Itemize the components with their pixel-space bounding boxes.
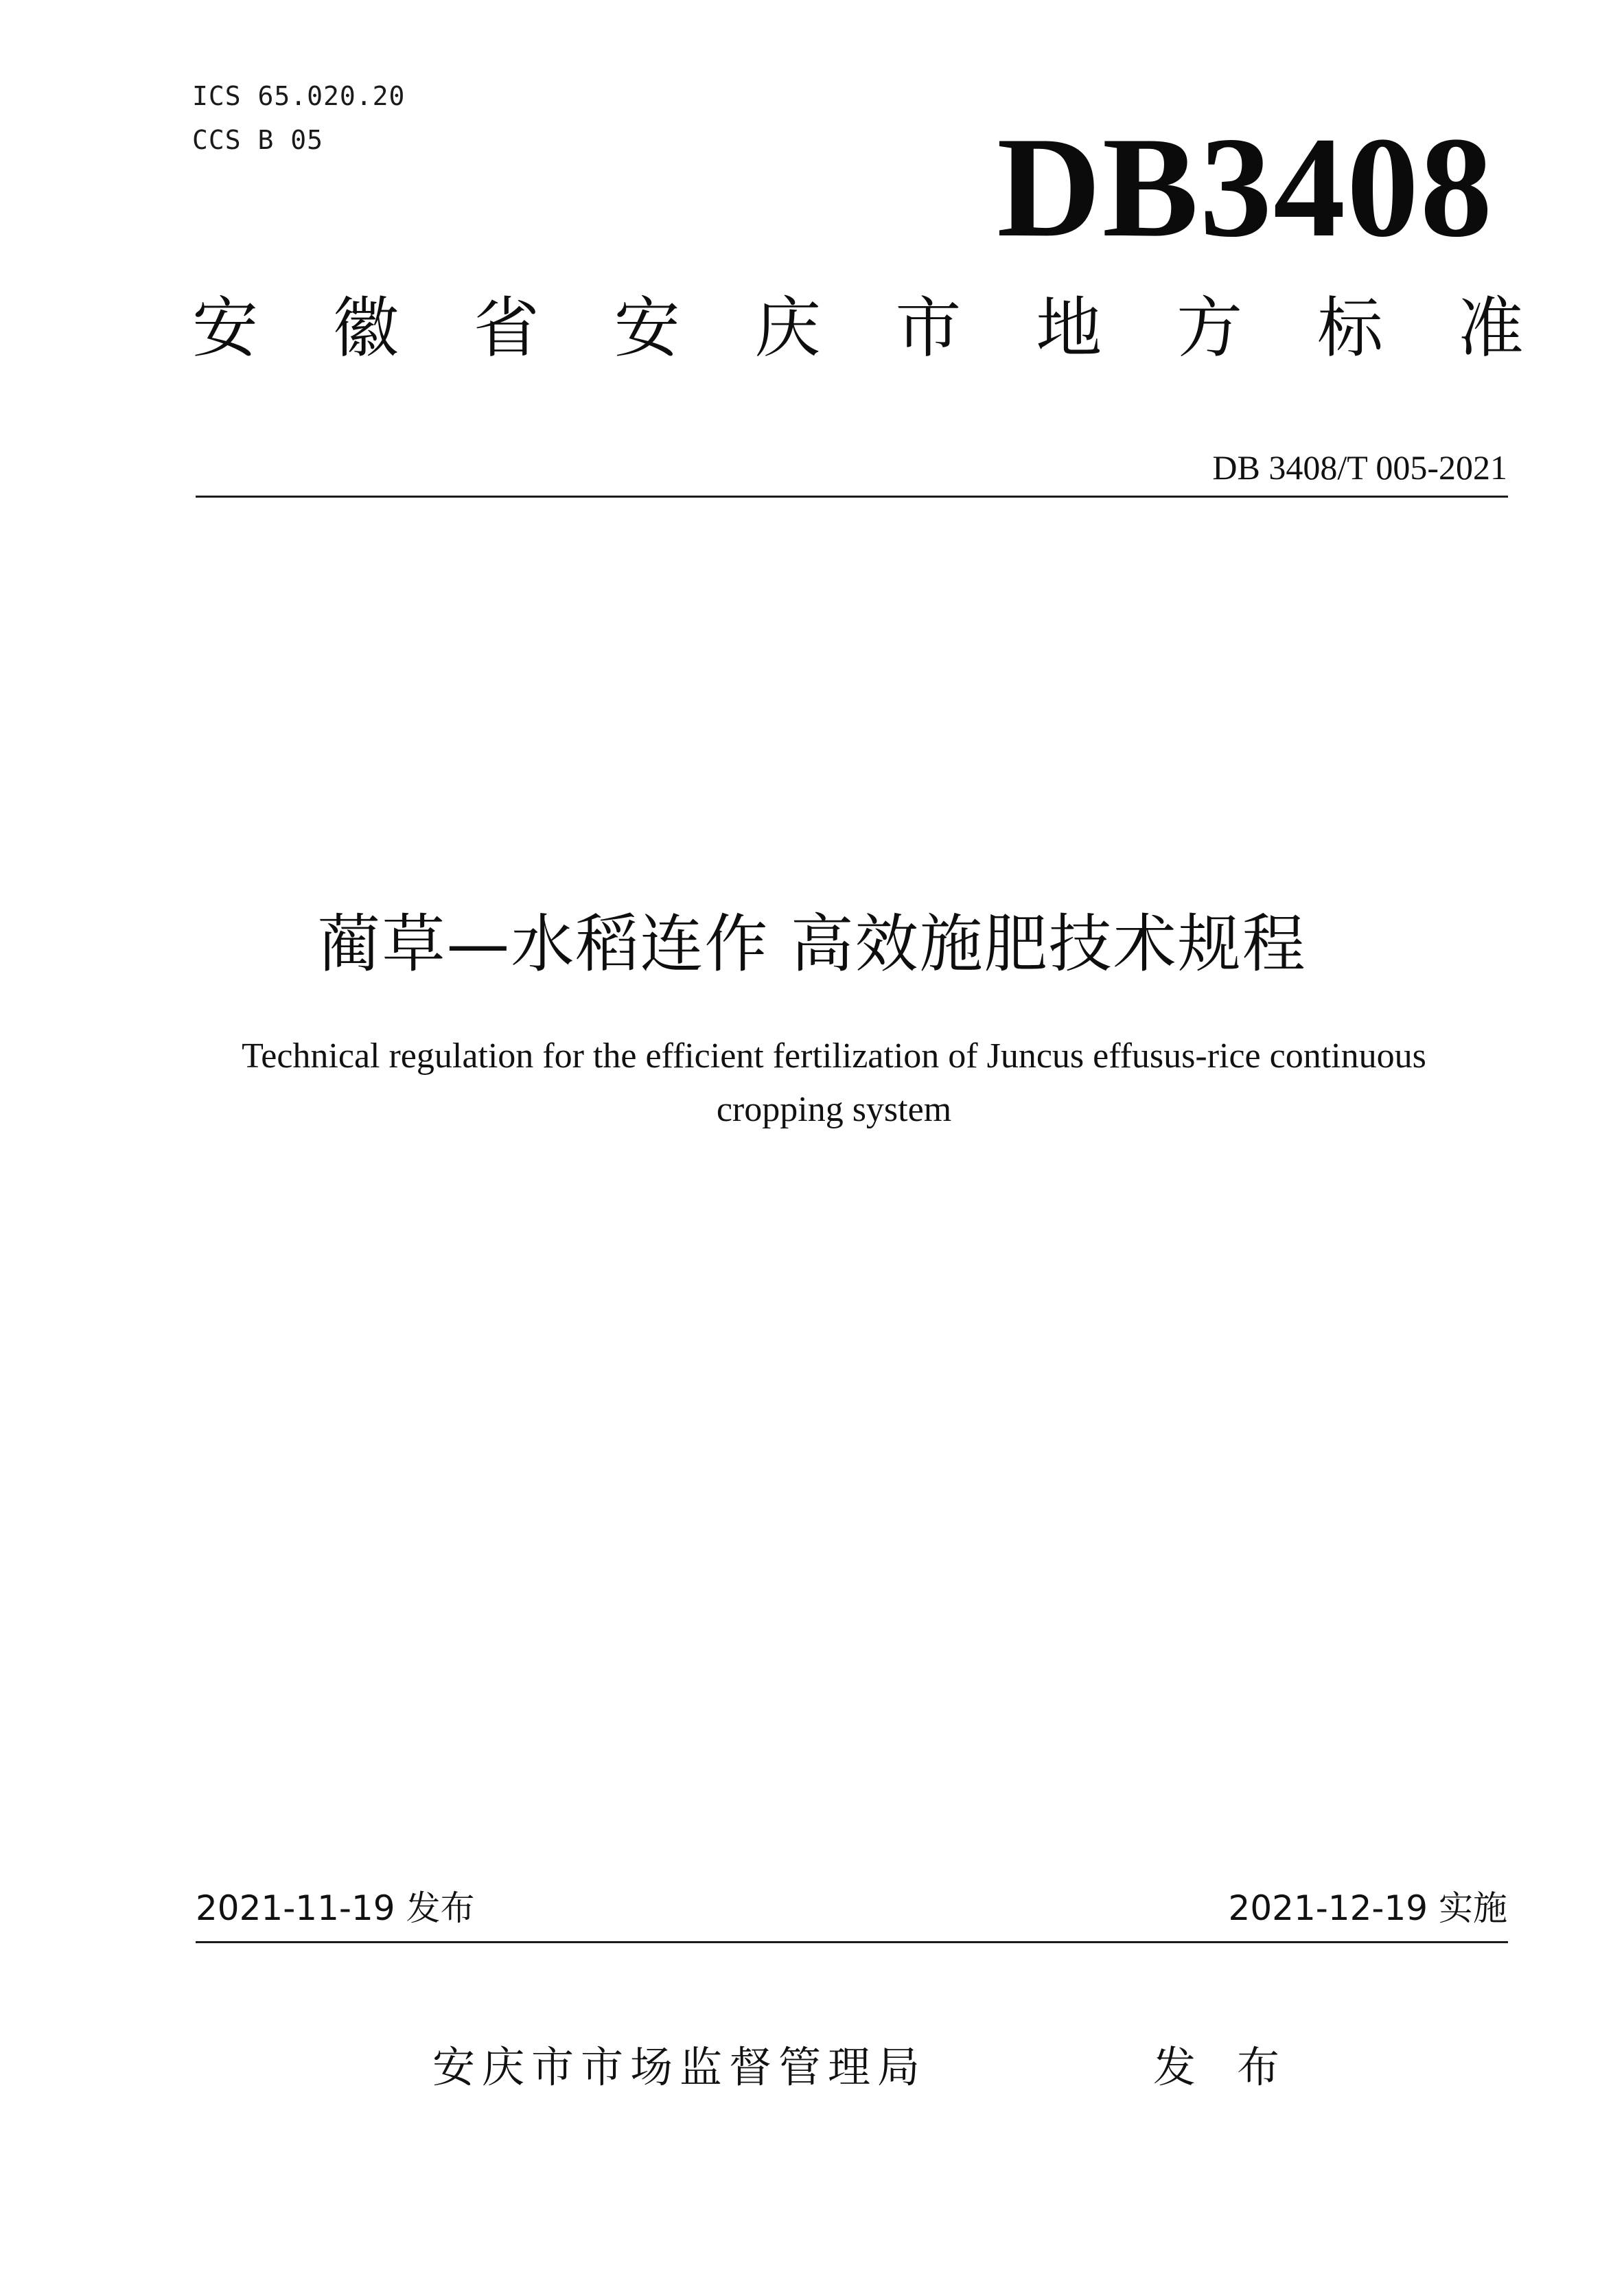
footer-divider — [196, 1941, 1508, 1943]
issuing-authority: 安庆市市场监督管理局 — [432, 2042, 927, 2092]
ics-code: ICS 65.020.20 — [192, 81, 406, 111]
issued-label: 发布 — [1153, 2042, 1321, 2092]
standard-type-char: 安 — [192, 290, 258, 367]
standard-type-heading — [192, 290, 1524, 367]
standard-type-char: 准 — [1457, 290, 1524, 367]
issue-date: 2021-11-19 发布 — [196, 1888, 475, 1928]
standard-type-char: 安 — [614, 290, 680, 367]
english-title-line-2: cropping system — [716, 1090, 952, 1129]
implementation-date: 2021-12-19 实施 — [1228, 1888, 1507, 1928]
standard-type-char: 方 — [1176, 290, 1243, 367]
standard-type-char: 地 — [1036, 290, 1102, 367]
standard-type-char: 徽 — [332, 290, 399, 367]
document-title-chinese: 蔺草—水稻连作 高效施肥技术规程 — [317, 907, 1307, 981]
standard-type-char: 标 — [1317, 290, 1383, 367]
standard-type-char: 市 — [895, 290, 962, 367]
document-title-english — [192, 1030, 1476, 1137]
english-title-line-1: Technical regulation for the efficient fertilization of Juncus effusus-rice continuous — [242, 1036, 1426, 1076]
standard-type-char: 庆 — [754, 290, 821, 367]
header-divider — [196, 496, 1508, 498]
standard-code: DB3408 — [997, 108, 1494, 267]
standard-type-char: 省 — [473, 290, 540, 367]
document-number: DB 3408/T 005-2021 — [1212, 448, 1507, 487]
ccs-code: CCS B 05 — [192, 125, 324, 155]
